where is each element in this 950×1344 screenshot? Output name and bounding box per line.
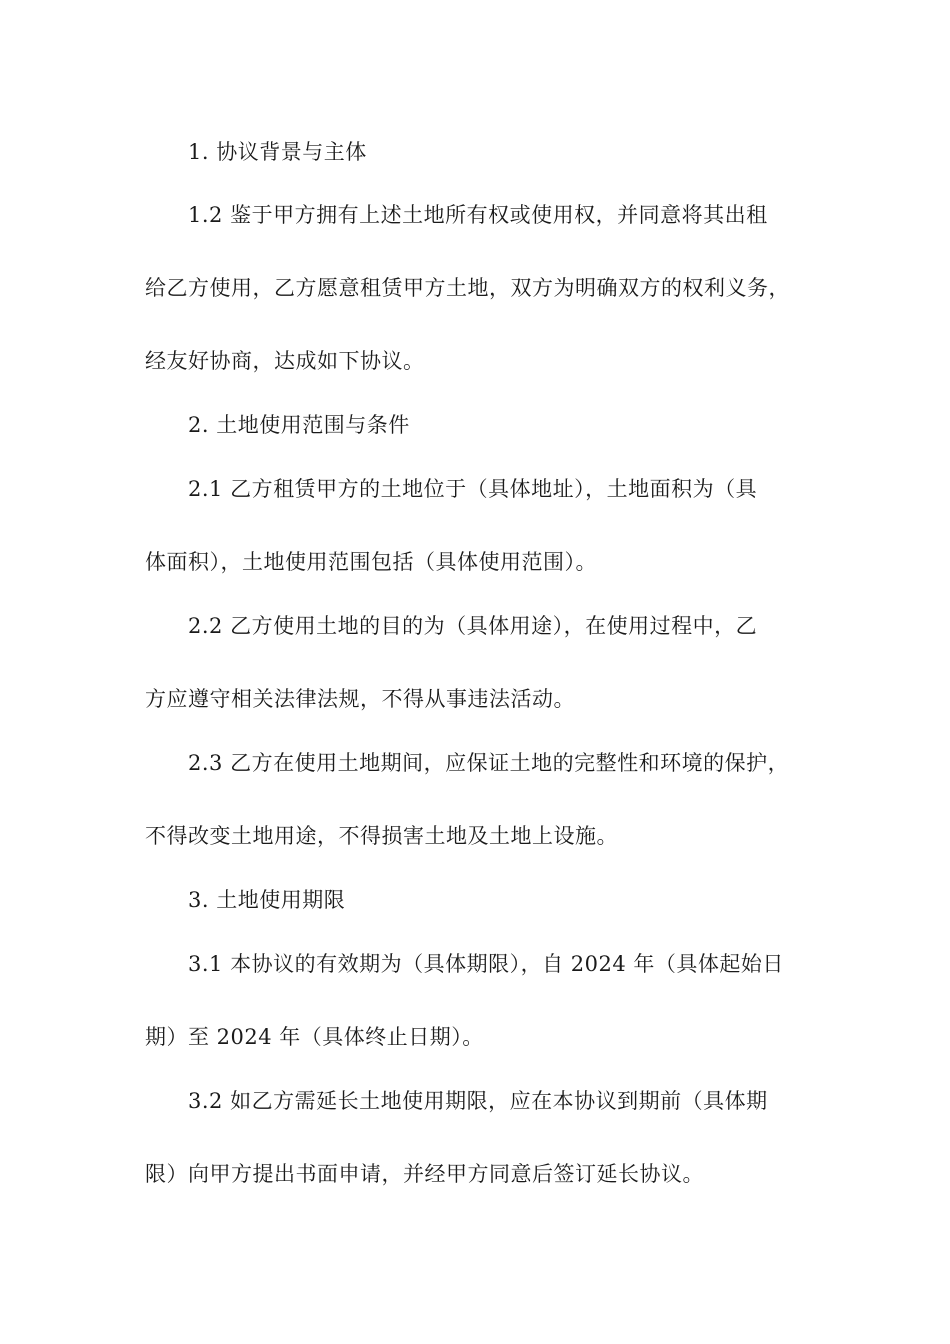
clause-3-1-line-1: 3.1 本协议的有效期为（具体期限），自 2024 年（具体起始日 [188,952,784,976]
section-heading-3: 3. 土地使用期限 [188,888,346,912]
clause-3-1-line-2: 期）至 2024 年（具体终止日期）。 [145,1025,484,1049]
clause-2-2-line-1: 2.2 乙方使用土地的目的为（具体用途），在使用过程中，乙 [188,614,758,638]
clause-2-1-line-2: 体面积），土地使用范围包括（具体使用范围）。 [145,550,597,574]
clause-2-3-line-1: 2.3 乙方在使用土地期间，应保证土地的完整性和环境的保护， [188,751,790,775]
clause-2-1-line-1: 2.1 乙方租赁甲方的土地位于（具体地址），土地面积为（具 [188,477,758,501]
clause-2-3-line-2: 不得改变土地用途，不得损害土地及土地上设施。 [145,824,618,848]
clause-2-2-line-2: 方应遵守相关法律法规，不得从事违法活动。 [145,687,575,711]
clause-1-2-line-3: 经友好协商，达成如下协议。 [145,349,425,373]
section-heading-1: 1. 协议背景与主体 [188,140,367,164]
clause-3-2-line-1: 3.2 如乙方需延长土地使用期限，应在本协议到期前（具体期 [188,1089,768,1113]
section-heading-2: 2. 土地使用范围与条件 [188,413,410,437]
clause-3-2-line-2: 限）向甲方提出书面申请，并经甲方同意后签订延长协议。 [145,1162,704,1186]
clause-1-2-line-2: 给乙方使用，乙方愿意租赁甲方土地，双方为明确双方的权利义务， [145,276,790,300]
clause-1-2-line-1: 1.2 鉴于甲方拥有上述土地所有权或使用权，并同意将其出租 [188,203,768,227]
